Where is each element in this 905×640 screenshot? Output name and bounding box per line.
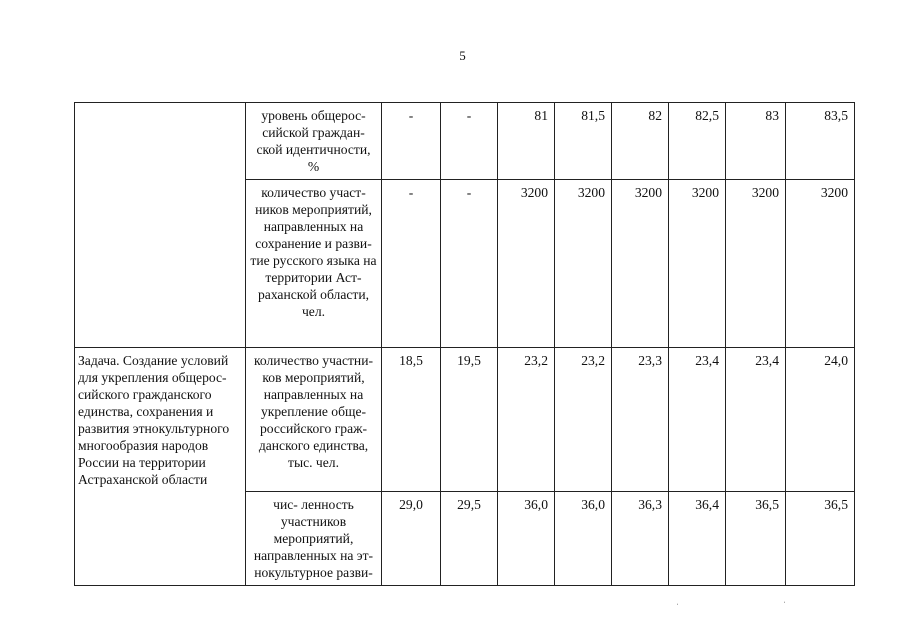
table-row xyxy=(75,348,855,492)
value-cell: 36,5 xyxy=(726,492,786,586)
value-cell: 3200 xyxy=(612,180,669,348)
value-cell: 36,0 xyxy=(498,492,555,586)
value-cell: 83 xyxy=(726,103,786,180)
value-cell: 81 xyxy=(498,103,555,180)
value-cell: 24,0 xyxy=(786,348,855,492)
indicator-cell: чис- ленность участников мероприятий, направленных на эт- нокультурное разви- xyxy=(246,492,382,586)
value-cell: 23,3 xyxy=(612,348,669,492)
value-cell: 29,0 xyxy=(382,492,441,586)
value-cell: - xyxy=(382,180,441,348)
value-cell: - xyxy=(441,180,498,348)
task-cell: Задача. Создание условий для укрепления общерос- сийского гражданского единства, сохранения и развития этнокультурного многообразия народов России на территории Астраханской области xyxy=(75,348,246,586)
value-cell: 3200 xyxy=(786,180,855,348)
value-cell: 19,5 xyxy=(441,348,498,492)
scan-speck: ˌ xyxy=(783,594,786,603)
value-cell: 23,2 xyxy=(498,348,555,492)
indicator-cell: уровень общерос- сийской граждан- ской идентичности, % xyxy=(246,103,382,180)
value-cell: 36,4 xyxy=(669,492,726,586)
table-row xyxy=(75,103,855,180)
value-cell: 36,5 xyxy=(786,492,855,586)
value-cell: 81,5 xyxy=(555,103,612,180)
value-cell: 3200 xyxy=(669,180,726,348)
indicator-cell: количество участни- ков мероприятий, направленных на укрепление обще- российского граж- данского единства, тыс. чел. xyxy=(246,348,382,492)
value-cell: 3200 xyxy=(726,180,786,348)
value-cell: 83,5 xyxy=(786,103,855,180)
task-cell xyxy=(75,103,246,348)
value-cell: 23,4 xyxy=(726,348,786,492)
value-cell: 29,5 xyxy=(441,492,498,586)
scan-speck: ˌ xyxy=(676,596,679,605)
value-cell: 23,4 xyxy=(669,348,726,492)
value-cell: - xyxy=(382,103,441,180)
value-cell: 3200 xyxy=(498,180,555,348)
value-cell: 82 xyxy=(612,103,669,180)
value-cell: 23,2 xyxy=(555,348,612,492)
value-cell: 18,5 xyxy=(382,348,441,492)
indicator-cell: количество участ- ников мероприятий, направленных на сохранение и разви- тие русского языка на территории Аст- раханской области, чел. xyxy=(246,180,382,348)
value-cell: 82,5 xyxy=(669,103,726,180)
value-cell: 36,3 xyxy=(612,492,669,586)
page-number: 5 xyxy=(459,48,466,63)
value-cell: - xyxy=(441,103,498,180)
value-cell: 36,0 xyxy=(555,492,612,586)
indicators-table xyxy=(74,102,855,586)
value-cell: 3200 xyxy=(555,180,612,348)
